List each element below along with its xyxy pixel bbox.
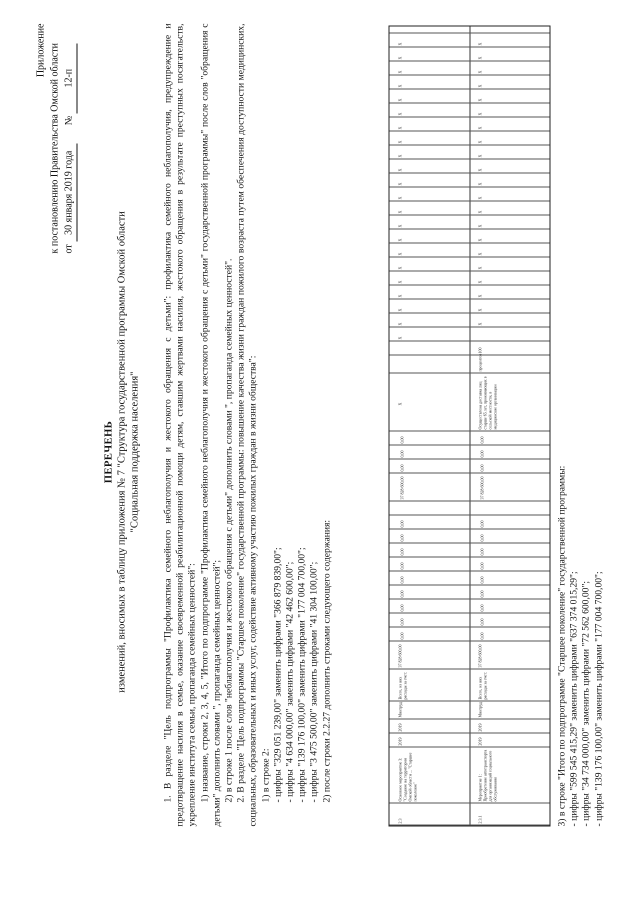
table-column-line <box>390 327 550 328</box>
table-column-line <box>390 173 550 174</box>
table-cell-year-from: 2019 <box>397 737 403 746</box>
table-cell-zero: 0,00 <box>399 464 405 472</box>
table-cell-x: X <box>397 402 403 406</box>
table-cell-total: 37 828 600,00 <box>397 644 403 668</box>
paragraph: 2) в строке 1 после слов "неблагополучия и жестокого обращения с детьми" дополнить словами ", пропаганда семейных ценностей". <box>223 258 235 803</box>
number-sign: № <box>63 115 75 126</box>
table-cell-x: X <box>477 70 483 74</box>
appendix-label: Приложение <box>35 23 47 78</box>
table-column-line <box>390 669 550 670</box>
table-cell-x: X <box>477 154 483 158</box>
table-column-line <box>390 131 550 132</box>
paragraph: 1. В разделе "Цель подпрограммы "Профилактика семейного неблагополучия и жестокого обращения с детьми": профилактика семейного неблагополучия, предупреждение и предотвращение насилия в семье, оказание своевременной реабилитационной помощи детям, ставшим жертвами насилия, жестокого обращения в результате преступных посягательств, укрепление института семьи, пропаганда семейных ценностей": <box>162 23 198 827</box>
table-cell-zero: 0,00 <box>479 548 485 556</box>
table-cell-x: X <box>397 154 403 158</box>
table-cell-zero: 0,00 <box>399 534 405 542</box>
table-cell-zero: 0,00 <box>479 450 485 458</box>
table-column-line <box>390 373 550 374</box>
paragraph: - цифры "139 176 100,00" заменить цифрами "177 004 700,00"; <box>296 547 308 803</box>
decree-date-line <box>63 24 78 254</box>
document-title <box>103 0 142 905</box>
table-cell-zero: 0,00 <box>399 520 405 528</box>
table-column-line <box>390 47 550 48</box>
table-cell-year-to: 2019 <box>477 723 483 732</box>
document-body <box>163 24 334 827</box>
table-cell-x: X <box>477 112 483 116</box>
table-column-line <box>390 431 550 432</box>
table-column-line <box>390 585 550 586</box>
table-cell-indicator: Осуществлена доставка лиц старше 65 лет, проживающих в сельской местности, в медицинские организации <box>477 376 498 430</box>
table-cell-name: Мероприятие 1: Приобретение автотранспорта для организаций социального обслуживания <box>477 749 498 802</box>
table-cell-source: Всего, из них расходы за счет: <box>477 671 488 700</box>
table-column-line <box>390 215 550 216</box>
table-column-line <box>390 159 550 160</box>
table-cell-x: X <box>397 84 403 88</box>
paragraph: 3) в строке "Итого по подпрограмме "Старшее поколение" государственной программы: <box>556 465 568 827</box>
table-cell-executor: Минтруд <box>477 702 483 718</box>
table-column-line <box>390 613 550 614</box>
decree-date: 30 января 2019 года <box>63 144 78 242</box>
table-cell-source: Всего, из них расходы за счет: <box>397 671 408 700</box>
table-cell-x: X <box>397 98 403 102</box>
table-column-line <box>390 445 550 446</box>
table-cell-x: X <box>397 168 403 172</box>
table-cell-x: X <box>477 294 483 298</box>
table-cell-x: X <box>397 70 403 74</box>
title-subtitle: изменений, вносимых в таблицу приложения № 7 "Структура государственной программы Омской области <box>116 211 128 693</box>
document-header <box>35 24 78 254</box>
table-cell-zero: 0,00 <box>399 450 405 458</box>
table-cell-number: 2.3 <box>397 818 403 824</box>
paragraph: - цифры "139 176 100,00" заменить цифрами "177 004 700,00"; <box>593 571 605 827</box>
table-cell-zero: 0,00 <box>479 618 485 626</box>
table-cell-x: X <box>397 322 403 326</box>
table-cell-name: Основное мероприятие 3: "Создание на территории Омской области ... "Старшее поколение" <box>397 752 418 802</box>
table-column-line <box>390 747 550 748</box>
document-page <box>1 0 640 905</box>
table-cell-x: X <box>397 140 403 144</box>
table-column-line <box>390 313 550 314</box>
table-cell-zero: 0,00 <box>399 618 405 626</box>
table-column-line <box>390 627 550 628</box>
table-column-line <box>390 299 550 300</box>
table-cell-target: 100 <box>477 347 483 354</box>
document-body-continued <box>557 24 606 827</box>
table-cell-zero: 0,00 <box>479 576 485 584</box>
structure-table <box>389 26 551 827</box>
table-cell-x: X <box>397 336 403 340</box>
table-cell-x: X <box>397 56 403 60</box>
table-cell-x: X <box>477 140 483 144</box>
table-column-line <box>390 271 550 272</box>
table-cell-zero: 0,00 <box>479 604 485 612</box>
table-column-line <box>390 529 550 530</box>
table-column-line <box>390 201 550 202</box>
paragraph: - цифры "3 475 500,00" заменить цифрами "41 304 100,00"; <box>308 561 320 803</box>
table-column-line <box>390 719 550 720</box>
table-cell-x: X <box>397 308 403 312</box>
table-column-line <box>390 187 550 188</box>
table-column-line <box>390 459 550 460</box>
table-column-line <box>390 571 550 572</box>
title-heading: ПЕРЕЧЕНЬ <box>103 420 115 484</box>
title-program: "Социальная поддержка населения" <box>129 371 141 533</box>
table-row-divider <box>470 27 471 826</box>
table-cell-x: X <box>477 126 483 130</box>
table-cell-number: 2.3.1 <box>477 815 483 824</box>
table-cell-x: X <box>477 168 483 172</box>
table-column-line <box>390 599 550 600</box>
table-cell-x: X <box>477 322 483 326</box>
table-cell-2019: 37 828 600,00 <box>479 476 485 500</box>
table-cell-x: X <box>397 196 403 200</box>
table-column-line <box>390 733 550 734</box>
table-column-line <box>390 355 550 356</box>
table-cell-x: X <box>397 280 403 284</box>
paragraph: - цифры "329 051 239,00" заменить цифрами "366 879 839,00"; <box>272 547 284 803</box>
table-cell-x: X <box>477 56 483 60</box>
table-cell-zero: 0,00 <box>399 436 405 444</box>
table-cell-x: X <box>477 42 483 46</box>
table-cell-x: X <box>397 294 403 298</box>
table-cell-total: 37 828 600,00 <box>477 644 483 668</box>
table-cell-year-to: 2019 <box>397 723 403 732</box>
table-cell-x: X <box>477 224 483 228</box>
table-column-line <box>390 473 550 474</box>
table-column-line <box>390 89 550 90</box>
paragraph: 1) название, строки 2, 3, 4, 5, "Итого по подпрограмме "Профилактика семейного неблагополучия и жестокого обращения с детьми" государственной программы" после слов "обращения с детьми" дополнить словами ", пропаганда семейных ценностей"; <box>199 23 223 827</box>
decree-reference: к постановлению Правительства Омской области <box>49 43 61 254</box>
table-cell-x: X <box>397 126 403 130</box>
table-column-line <box>390 803 550 804</box>
table-column-line <box>390 33 550 34</box>
decree-number: 12-п <box>63 43 78 113</box>
table-cell-zero: 0,00 <box>399 632 405 640</box>
table-column-line <box>390 103 550 104</box>
table-cell-x: X <box>477 182 483 186</box>
table-column-line <box>390 557 550 558</box>
paragraph: 1) в строке 2: <box>260 748 272 803</box>
paragraph: 2) после строки 2.2.27 дополнить строками следующего содержания: <box>321 519 333 803</box>
table-column-line <box>390 341 550 342</box>
table-column-line <box>390 515 550 516</box>
paragraph: - цифры "34 734 000,00" заменить цифрами "72 562 600,00"; <box>580 580 592 827</box>
table-cell-x: X <box>397 224 403 228</box>
paragraph: - цифры "4 634 000,00" заменить цифрами "42 462 600,00"; <box>284 561 296 803</box>
table-cell-x: X <box>397 210 403 214</box>
table-cell-zero: 0,00 <box>399 590 405 598</box>
table-column-line <box>390 501 550 502</box>
table-cell-x: X <box>477 238 483 242</box>
table-cell-executor: Минтруд <box>397 702 403 718</box>
table-cell-zero: 0,00 <box>479 534 485 542</box>
table-column-line <box>390 229 550 230</box>
table-cell-x: X <box>477 266 483 270</box>
table-column-line <box>390 75 550 76</box>
table-cell-x: X <box>397 42 403 46</box>
table-column-line <box>390 61 550 62</box>
table-cell-zero: 0,00 <box>399 548 405 556</box>
table-cell-x: X <box>397 182 403 186</box>
date-prefix: от <box>63 244 75 254</box>
table-cell-x: X <box>397 266 403 270</box>
table-cell-x: X <box>477 210 483 214</box>
table-cell-x: X <box>477 308 483 312</box>
table-column-line <box>390 145 550 146</box>
table-cell-x: X <box>477 196 483 200</box>
table-cell-zero: 0,00 <box>479 464 485 472</box>
table-cell-x: X <box>477 280 483 284</box>
table-cell-zero: 0,00 <box>399 562 405 570</box>
table-cell-x: X <box>397 238 403 242</box>
paragraph: 2. В разделе "Цель подпрограммы "Старшее поколение" государственной программы: повышение качества жизни граждан пожилого возраста путем обеспечения доступности медицинских, социальных, образовательных и иных услуг, содействие активному участию пожилых граждан в жизни общества": <box>235 23 259 827</box>
table-column-line <box>390 641 550 642</box>
table-header-row <box>390 27 396 826</box>
paragraph: - цифры "599 545 415,29" заменить цифрами "637 374 015,29"; <box>568 571 580 827</box>
table-column-line <box>390 257 550 258</box>
table-cell-zero: 0,00 <box>479 520 485 528</box>
table-cell-x: X <box>397 252 403 256</box>
table-cell-x: X <box>477 252 483 256</box>
table-cell-zero: 0,00 <box>399 604 405 612</box>
table-column-line <box>390 543 550 544</box>
table-column-line <box>390 243 550 244</box>
table-cell-2019: 37 828 600,00 <box>399 476 405 500</box>
table-cell-x: X <box>477 98 483 102</box>
table-column-line <box>390 285 550 286</box>
table-cell-zero: 0,00 <box>399 576 405 584</box>
table-cell-unit: процентов <box>477 353 483 372</box>
table-column-line <box>390 701 550 702</box>
table-cell-x: X <box>477 84 483 88</box>
table-cell-x: X <box>397 112 403 116</box>
table-cell-zero: 0,00 <box>479 632 485 640</box>
table-cell-year-from: 2019 <box>477 737 483 746</box>
table-cell-zero: 0,00 <box>479 436 485 444</box>
table-column-line <box>390 825 550 826</box>
table-cell-zero: 0,00 <box>479 590 485 598</box>
table-cell-zero: 0,00 <box>479 562 485 570</box>
table-column-line <box>390 117 550 118</box>
